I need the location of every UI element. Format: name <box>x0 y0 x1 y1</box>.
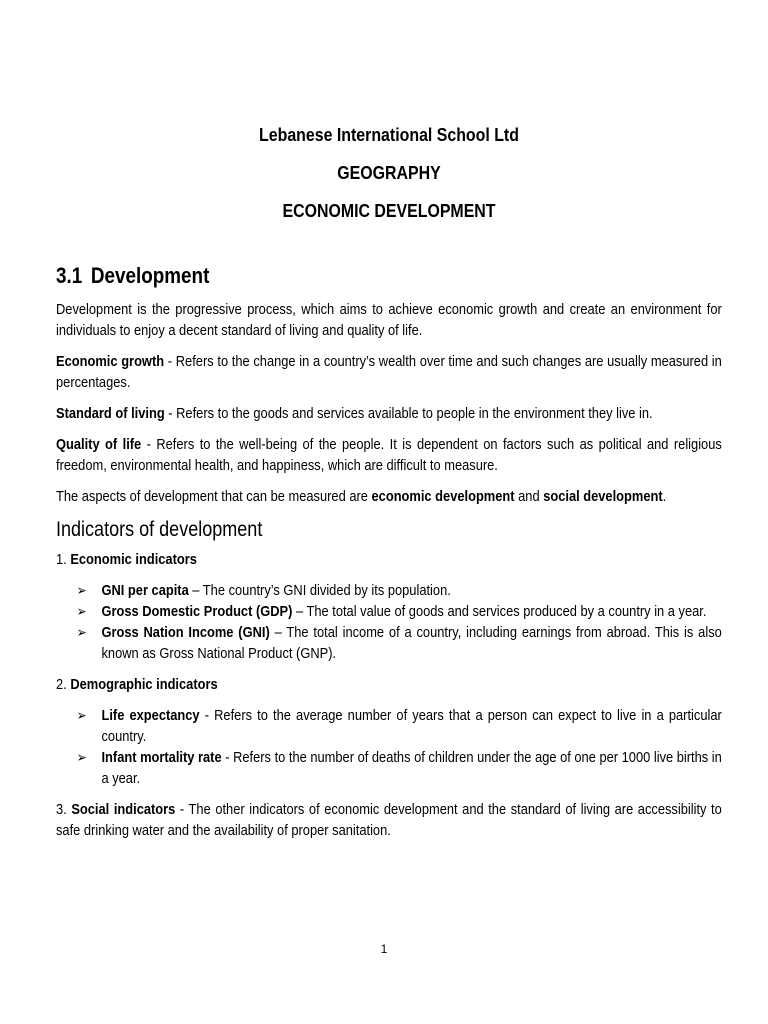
indicator-group-title: Economic indicators <box>70 551 197 568</box>
definition-text: - Refers to the change in a country’s wealth over time and such changes are usually measured in percentages. <box>56 353 722 391</box>
definition-economic-growth <box>56 351 722 393</box>
item-term: Gross Nation Income (GNI) <box>101 624 270 641</box>
aspects-term-social: social development <box>543 488 663 505</box>
item-term: Gross Domestic Product (GDP) <box>101 603 293 620</box>
topic-title: ECONOMIC DEVELOPMENT <box>282 200 496 221</box>
item-term: Life expectancy <box>101 707 200 724</box>
item-text: - The other indicators of economic development and the standard of living are accessibility to safe drinking water and the availability of proper sanitation. <box>56 801 722 839</box>
definition-standard-of-living <box>56 403 722 424</box>
section-title: Development <box>90 263 210 288</box>
demographic-indicators-list <box>56 705 722 789</box>
item-text: - Refers to the average number of years that a person can expect to live in a particular country. <box>101 707 722 745</box>
list-item <box>56 601 722 622</box>
list-number: 3. <box>56 801 72 818</box>
document-body <box>56 262 722 851</box>
indicators-heading: Indicators of development <box>56 518 263 541</box>
section-heading <box>56 262 722 290</box>
definition-text: - Refers to the well-being of the people. It is dependent on factors such as political and religious freedom, environmental health, and happiness, which are difficult to measure. <box>56 436 722 474</box>
list-number: 1. <box>56 551 71 568</box>
definition-term: Standard of living <box>56 405 165 422</box>
aspects-text: and <box>514 488 544 505</box>
arrow-bullet-icon: ➢ <box>76 749 87 765</box>
definition-quality-of-life <box>56 434 722 476</box>
aspects-term-economic: economic development <box>371 488 515 505</box>
economic-indicators-list <box>56 580 722 664</box>
intro-paragraph: Development is the progressive process, which aims to achieve economic growth and create an environment for individuals to enjoy a decent standard of living and quality of life. <box>56 301 722 339</box>
school-name: Lebanese International School Ltd <box>259 124 519 145</box>
definition-term: Quality of life <box>56 436 142 453</box>
indicator-group-title: Demographic indicators <box>70 676 218 693</box>
arrow-bullet-icon: ➢ <box>76 603 87 619</box>
item-text: – The total income of a country, including earnings from abroad. This is also known as Gross National Product (GNP). <box>101 624 722 662</box>
section-number: 3.1 <box>56 263 83 288</box>
page-number: 1 <box>380 942 388 956</box>
demographic-indicators-title <box>56 674 722 695</box>
aspects-paragraph <box>56 486 722 507</box>
list-item <box>56 580 722 601</box>
definition-term: Economic growth <box>56 353 165 370</box>
subject-title: GEOGRAPHY <box>337 162 441 183</box>
arrow-bullet-icon: ➢ <box>76 582 87 598</box>
indicator-group-title: Social indicators <box>71 801 176 818</box>
item-term: GNI per capita <box>101 582 189 599</box>
arrow-bullet-icon: ➢ <box>76 707 87 723</box>
arrow-bullet-icon: ➢ <box>76 624 87 640</box>
aspects-text: The aspects of development that can be measured are <box>56 488 372 505</box>
social-indicators-paragraph <box>56 799 722 841</box>
definition-text: - Refers to the goods and services available to people in the environment they live in. <box>164 405 653 422</box>
item-text: - Refers to the number of deaths of children under the age of one per 1000 live births in a year. <box>101 749 722 787</box>
list-number: 2. <box>56 676 71 693</box>
economic-indicators-title <box>56 549 722 570</box>
list-item <box>56 705 722 747</box>
item-text: – The country’s GNI divided by its population. <box>188 582 451 599</box>
item-term: Infant mortality rate <box>101 749 222 766</box>
aspects-text: . <box>662 488 667 505</box>
list-item <box>56 747 722 789</box>
item-text: – The total value of goods and services produced by a country in a year. <box>292 603 707 620</box>
list-item <box>56 622 722 664</box>
